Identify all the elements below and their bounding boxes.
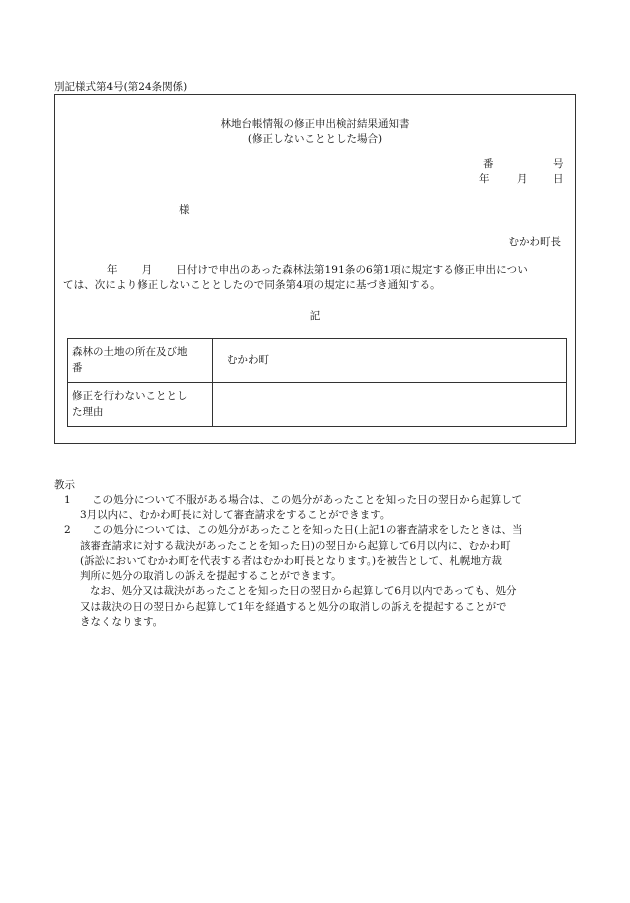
item-line: この処分については、この処分があったことを知った日(上記1の審査請求をしたときは、当 <box>92 524 523 537</box>
body-month: 月 <box>141 264 153 276</box>
reason-label <box>68 383 213 427</box>
ki-heading: 記 <box>309 310 321 322</box>
item-line: 3月以内に、むかわ町長に対して審査請求をすることができます。 <box>80 509 391 522</box>
body-line-2: ては、次により修正しないこととしたので同条第4項の規定に基づき通知する。 <box>63 279 441 292</box>
note-line: きなくなります。 <box>80 615 164 628</box>
kyoji-list <box>54 493 576 630</box>
list-item <box>54 493 576 523</box>
note-line: 又は裁決の日の翌日から起算して1年を経過すると処分の取消しの訴えを提起することがで <box>80 600 507 613</box>
addressee: 様 <box>179 204 190 216</box>
body-line-1 <box>63 263 567 278</box>
document-subtitle: (修正しないこととした場合) <box>247 133 383 145</box>
table-row <box>68 383 567 427</box>
document-date-line <box>479 172 563 186</box>
item-number: 2 <box>64 524 71 537</box>
kyoji-note <box>54 584 576 630</box>
item-text <box>72 523 576 584</box>
label-line: 森林の土地の所在及び地 <box>72 346 188 359</box>
document-title: 林地台帳情報の修正申出検討結果通知書 <box>220 118 410 130</box>
forest-location-label <box>68 339 213 383</box>
note-line: なお、処分又は裁決があったことを知った日の翌日から起算して6月以内であっても、処分 <box>90 585 517 598</box>
notice-body <box>63 263 567 293</box>
issuer: むかわ町長 <box>508 236 561 248</box>
item-text <box>72 493 576 523</box>
kyoji-heading: 教示 <box>54 479 75 491</box>
number-suffix: 号 <box>553 158 564 170</box>
document-number-line <box>483 157 563 171</box>
item-line: 判所に処分の取消しの訴えを提起することができます。 <box>80 570 342 583</box>
item-line: この処分について不服がある場合は、この処分があったことを知った日の翌日から起算して <box>92 494 523 506</box>
label-line: た理由 <box>72 405 104 418</box>
item-number: 1 <box>64 494 71 506</box>
forest-location-value: むかわ町 <box>213 339 567 383</box>
notice-frame <box>54 94 576 444</box>
item-line: (訴訟においてむかわ町を代表する者はむかわ町長となります。)を被告として、札幌地方裁 <box>80 554 502 567</box>
list-item <box>54 523 576 584</box>
number-label: 番 <box>483 158 494 170</box>
reason-value <box>213 383 567 427</box>
item-line: 該審査請求に対する裁決があったことを知った日)の翌日から起算して6月以内に、むかわ町 <box>80 539 511 552</box>
date-day: 日 <box>553 173 564 185</box>
table-row <box>68 339 567 383</box>
body-line-1-text: 日付けで申出のあった森林法第191条の6第1項に規定する修正申出につい <box>176 264 528 276</box>
body-year: 年 <box>107 264 118 276</box>
form-label: 別記様式第4号(第24条関係) <box>54 81 188 93</box>
label-line: 番 <box>72 361 83 374</box>
date-year: 年 <box>479 173 490 185</box>
info-table <box>67 338 567 427</box>
date-month: 月 <box>517 173 528 185</box>
label-line: 修正を行わないこととし <box>72 390 188 403</box>
